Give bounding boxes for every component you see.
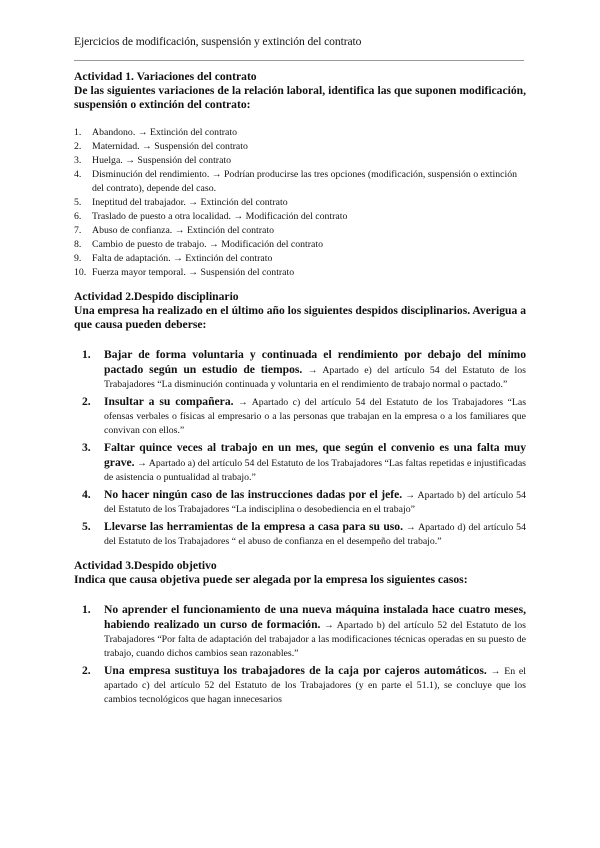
list-item <box>74 348 526 392</box>
case-answer: → Apartado a) del artículo 54 del Estatuto de los Trabajadores “Las faltas repetidas e injustificadas de asistencia o puntualidad al trabajo.” <box>104 458 526 483</box>
activity-1 <box>74 70 526 280</box>
list-item <box>74 395 526 438</box>
case-statement: No hacer ningún caso de las instrucciones dadas por el jefe. <box>104 488 403 501</box>
activity-3-title: Actividad 3.Despido objetivo <box>74 559 217 572</box>
list-item-text: Traslado de puesto a otra localidad. → Modificación del contrato <box>92 211 348 222</box>
list-item-number: 10. <box>74 267 87 278</box>
list-item <box>74 488 526 517</box>
activity-3 <box>74 559 526 707</box>
activity-3-intro: Indica que causa objetiva puede ser alegada por la empresa los siguientes casos: <box>74 573 468 586</box>
list-item-number: 8. <box>74 239 82 250</box>
case-answer: → Apartado e) del artículo 54 del Estatuto de los Trabajadores “La disminución continuada y voluntaria en el rendimiento de trabajo normal o pactado.” <box>104 365 526 390</box>
list-item-number: 7. <box>74 225 82 236</box>
activity-1-title: Actividad 1. Variaciones del contrato <box>74 70 257 83</box>
case-statement: Faltar quince veces al trabajo en un mes, que según el convenio es una falta muy grave. <box>104 441 526 469</box>
list-item-number: 6. <box>74 211 82 222</box>
list-item-number: 1. <box>74 127 82 138</box>
list-item-text <box>104 488 526 517</box>
list-item-number: 4. <box>82 488 91 501</box>
list-item-number: 4. <box>74 169 82 180</box>
list-item-text: Disminución del rendimiento. → Podrían producirse las tres opciones (modificación, suspensión o extinción del contrato), depende del caso. <box>92 169 517 194</box>
list-item <box>74 210 526 224</box>
list-item-number: 2. <box>82 664 91 677</box>
list-item-text <box>104 603 526 661</box>
list-item-text <box>104 441 526 485</box>
list-item <box>74 168 526 196</box>
list-item-text: Falta de adaptación. → Extinción del contrato <box>92 253 273 264</box>
activity-1-list <box>74 126 526 280</box>
list-item-text: Fuerza mayor temporal. → Suspensión del contrato <box>92 267 295 278</box>
case-statement: Insultar a su compañera. <box>104 395 234 408</box>
list-item-number: 5. <box>74 197 82 208</box>
list-item-number: 1. <box>82 603 91 616</box>
list-item-text: Abuso de confianza. → Extinción del contrato <box>92 225 275 236</box>
page-header: Ejercicios de modificación, suspensión y extinción del contrato <box>74 35 362 48</box>
case-statement: Llevarse las herramientas de la empresa a casa para su uso. <box>104 520 403 533</box>
case-answer: → En el apartado c) del artículo 52 del Estatuto de los Trabajadores (y en parte el 51.1), se concluye que los cambios tecnológicos que hagan innecesarios <box>104 666 526 705</box>
list-item-text: Maternidad. → Suspensión del contrato <box>92 141 248 152</box>
list-item <box>74 441 526 485</box>
case-statement: No aprender el funcionamiento de una nueva máquina instalada hace cuatro meses, habiendo realizado un curso de formación. <box>104 603 526 631</box>
list-item-number: 3. <box>74 155 82 166</box>
list-item-number: 3. <box>82 441 91 454</box>
list-item <box>74 520 526 549</box>
list-item <box>74 224 526 238</box>
list-item-text <box>104 664 526 707</box>
list-item-text: Ineptitud del trabajador. → Extinción del contrato <box>92 197 288 208</box>
list-item-number: 1. <box>82 348 91 361</box>
activity-2-title: Actividad 2.Despido disciplinario <box>74 290 239 303</box>
list-item <box>74 196 526 210</box>
case-answer: → Apartado d) del artículo 54 del Estatuto de los Trabajadores “ el abuso de confianza en el desempeño del trabajo.” <box>104 522 526 547</box>
list-item-number: 2. <box>82 395 91 408</box>
list-item-number: 5. <box>82 520 91 533</box>
case-answer: → Apartado b) del artículo 54 del Estatuto de los Trabajadores “La indisciplina o desobediencia en el trabajo” <box>104 490 526 515</box>
list-item <box>74 126 526 140</box>
list-item-text <box>104 520 526 549</box>
list-item <box>74 252 526 266</box>
list-item-text: Huelga. → Suspensión del contrato <box>92 155 232 166</box>
document-body <box>74 70 526 710</box>
list-item-text: Abandono. → Extinción del contrato <box>92 127 238 138</box>
case-statement: Bajar de forma voluntaria y continuada el rendimiento por debajo del mínimo pactado según un estudio de tiempos. <box>104 348 526 376</box>
header-divider <box>74 60 524 61</box>
case-answer: → Apartado b) del artículo 52 del Estatuto de los Trabajadores “Por falta de adaptación del trabajador a las modificaciones técnicas operadas en su puesto de trabajo, cuando dichos cambios sean razonables.” <box>104 620 526 659</box>
activity-2-intro: Una empresa ha realizado en el último año los siguientes despidos disciplinarios. Averigua a que causa pueden deberse: <box>74 304 526 331</box>
activity-2-list <box>74 348 526 549</box>
case-statement: Una empresa sustituya los trabajadores de la caja por cajeros automáticos. <box>104 664 487 677</box>
list-item-text <box>104 395 526 438</box>
list-item <box>74 238 526 252</box>
activity-2 <box>74 290 526 549</box>
activity-3-list <box>74 603 526 707</box>
list-item <box>74 154 526 168</box>
list-item <box>74 140 526 154</box>
list-item <box>74 603 526 661</box>
list-item-text <box>104 348 526 392</box>
activity-1-intro: De las siguientes variaciones de la relación laboral, identifica las que suponen modificación, suspensión o extinción del contrato: <box>74 84 526 111</box>
list-item-number: 9. <box>74 253 82 264</box>
case-answer: → Apartado c) del artículo 54 del Estatuto de los Trabajadores “Las ofensas verbales o físicas al empresario o a las personas que trabajan en la empresa o a los familiares que convivan con ellos.” <box>104 397 527 436</box>
list-item-number: 2. <box>74 141 82 152</box>
list-item-text: Cambio de puesto de trabajo. → Modificación del contrato <box>92 239 323 250</box>
list-item <box>74 664 526 707</box>
list-item <box>74 266 526 280</box>
